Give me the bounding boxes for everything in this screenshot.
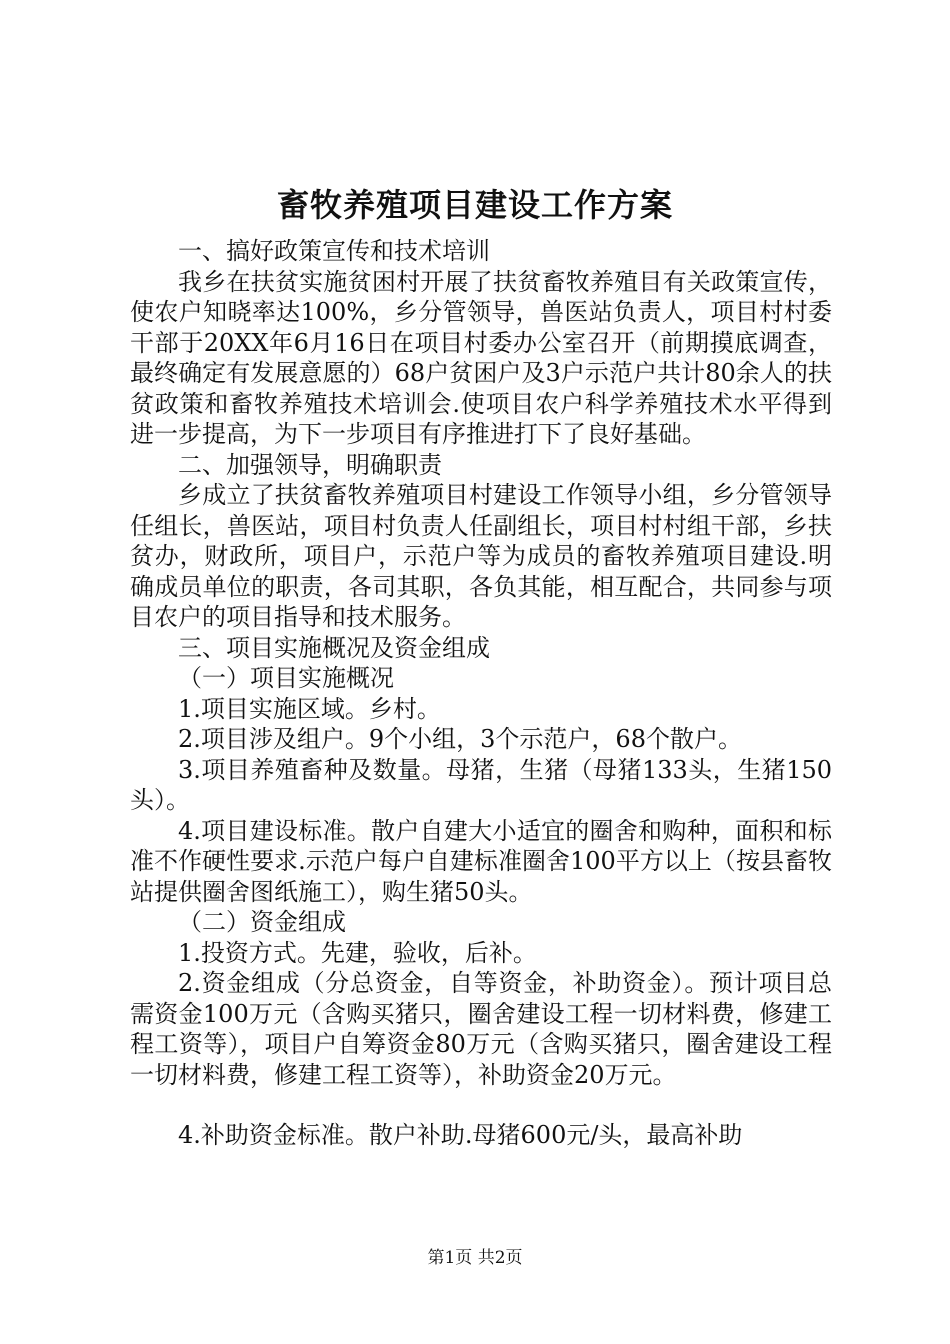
list-item: 2.项目涉及组户。9个小组，3个示范户，68个散户。: [178, 725, 742, 753]
section-heading-3: 三、项目实施概况及资金组成: [178, 633, 490, 662]
list-item: 1.项目实施区域。乡村。: [178, 694, 441, 723]
section-heading-1: 一、搞好政策宣传和技术培训: [178, 237, 490, 265]
list-item: 4.补助资金标准。散户补助.母猪600元/头，最高补助: [178, 1121, 743, 1149]
subsection-heading: （一）项目实施概况: [178, 664, 394, 692]
list-item: 1.投资方式。先建，验收，后补。: [178, 938, 537, 967]
subsection-heading: （二）资金组成: [178, 908, 346, 936]
paragraph: 我乡在扶贫实施贫困村开展了扶贫畜牧养殖目有关政策宣传，使农户知晓率达100%，乡分管领导，兽医站负责人，项目村村委干部于20XX年6月16日在项目村委办公室召开（前期摸底调查，最终确定有发展意愿的）68户贫困户及3户示范户共计80余人的扶贫政策和畜牧养殖技术培训会.使项目农户科学养殖技术水平得到进一步提高，为下一步项目有序推进打下了良好基础。: [130, 267, 832, 448]
list-item: 2.资金组成（分总资金，自等资金，补助资金）。预计项目总需资金100万元（含购买猪只，圈舍建设工程一切材料费，修建工程工资等），项目户自筹资金80万元（含购买猪只，圈舍建设工程一切材料费，修建工程工资等），补助资金20万元。: [130, 969, 832, 1089]
section-heading-2: 二、加强领导，明确职责: [178, 450, 442, 479]
document-body: [130, 236, 832, 1151]
list-item: 4.项目建设标准。散户自建大小适宜的圈舍和购种，面积和标准不作硬性要求.示范户每户自建标准圈舍100平方以上（按县畜牧站提供圈舍图纸施工），购生猪50头。: [130, 816, 832, 906]
list-item: 3.项目养殖畜种及数量。母猪，生猪（母猪133头，生猪150头）。: [130, 755, 832, 814]
paragraph: 乡成立了扶贫畜牧养殖项目村建设工作领导小组，乡分管领导任组长，兽医站，项目村负责人任副组长，项目村村组干部，乡扶贫办，财政所，项目户，示范户等为成员的畜牧养殖项目建设.明确成员单位的职责，各司其职，各负其能，相互配合，共同参与项目农户的项目指导和技术服务。: [130, 481, 832, 631]
document-title: 畜牧养殖项目建设工作方案: [276, 186, 673, 224]
page-footer: 第1页 共2页: [427, 1248, 523, 1268]
